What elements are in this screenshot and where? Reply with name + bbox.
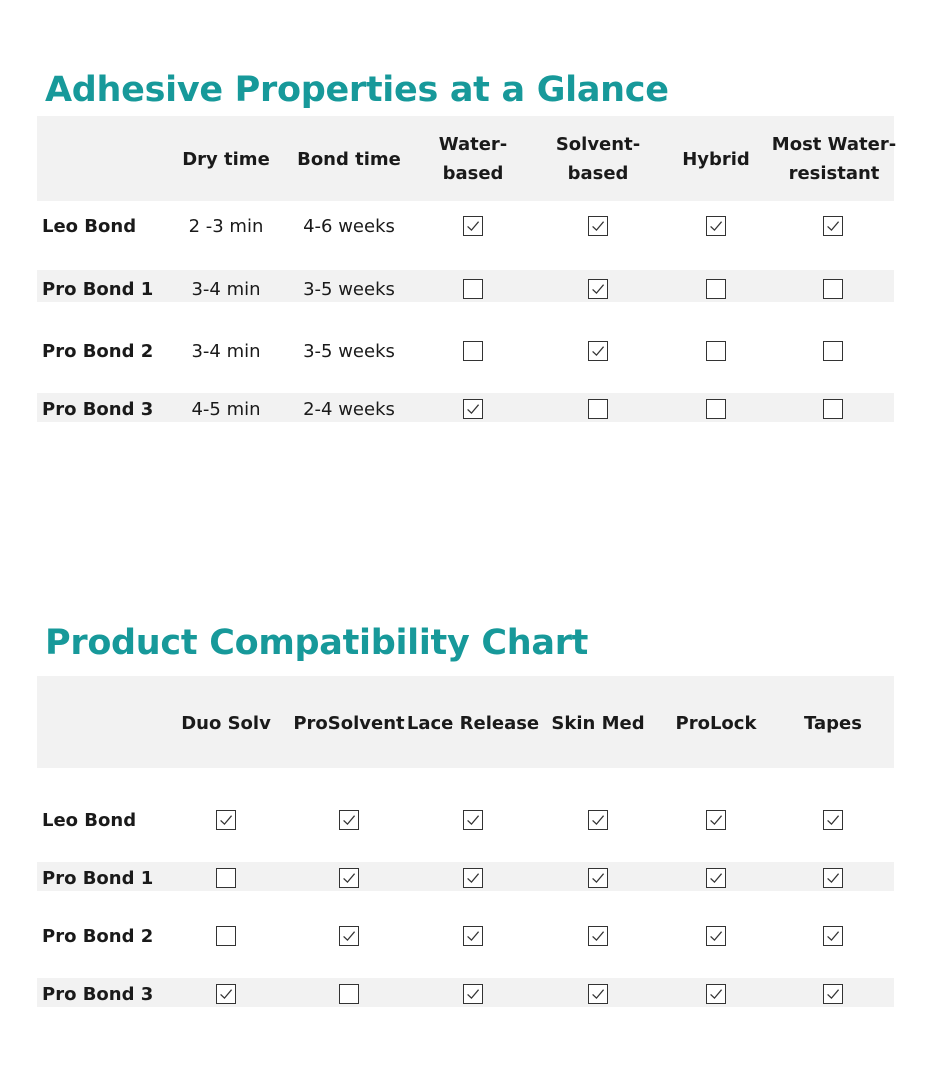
compatibility-title: Product Compatibility Chart [45, 623, 589, 663]
row-label: Pro Bond 1 [42, 867, 154, 889]
property-checkbox[interactable] [588, 216, 608, 236]
property-checkbox[interactable] [706, 341, 726, 361]
dry-time-value: 4-5 min [191, 398, 261, 420]
dry-time-value: 3-4 min [191, 278, 261, 300]
header-water-based: Water- based [438, 134, 508, 184]
header-bond-time: Bond time [297, 148, 401, 170]
checkmark-icon [589, 869, 607, 887]
compatibility-checkbox[interactable] [706, 984, 726, 1004]
compatibility-checkbox[interactable] [823, 868, 843, 888]
compatibility-checkbox[interactable] [823, 984, 843, 1004]
row-label: Pro Bond 2 [42, 925, 154, 947]
compatibility-checkbox[interactable] [823, 810, 843, 830]
checkmark-icon [824, 869, 842, 887]
checkmark-icon [707, 985, 725, 1003]
property-checkbox[interactable] [823, 341, 843, 361]
header-tapes: Tapes [804, 712, 862, 734]
property-checkbox[interactable] [463, 341, 483, 361]
bond-time-value: 3-5 weeks [303, 340, 395, 362]
compatibility-checkbox[interactable] [216, 984, 236, 1004]
dry-time-value: 3-4 min [191, 340, 261, 362]
row-label: Leo Bond [42, 809, 137, 831]
checkmark-icon [707, 217, 725, 235]
bond-time-value: 4-6 weeks [303, 215, 395, 237]
compatibility-checkbox[interactable] [706, 926, 726, 946]
compatibility-checkbox[interactable] [588, 868, 608, 888]
checkmark-icon [824, 985, 842, 1003]
bond-time-value: 2-4 weeks [303, 398, 395, 420]
property-checkbox[interactable] [588, 341, 608, 361]
checkmark-icon [464, 811, 482, 829]
checkmark-icon [589, 280, 607, 298]
header-prolock: ProLock [675, 712, 757, 734]
checkmark-icon [824, 217, 842, 235]
header-duo-solv: Duo Solv [181, 712, 271, 734]
property-checkbox[interactable] [463, 399, 483, 419]
checkmark-icon [589, 985, 607, 1003]
checkmark-icon [464, 217, 482, 235]
bond-time-value: 3-5 weeks [303, 278, 395, 300]
checkmark-icon [340, 869, 358, 887]
compatibility-checkbox[interactable] [706, 810, 726, 830]
compatibility-checkbox[interactable] [339, 868, 359, 888]
compatibility-checkbox[interactable] [339, 810, 359, 830]
property-checkbox[interactable] [463, 279, 483, 299]
compatibility-checkbox[interactable] [216, 810, 236, 830]
checkmark-icon [589, 927, 607, 945]
checkmark-icon [464, 985, 482, 1003]
row-label: Pro Bond 3 [42, 398, 154, 420]
header-dry-time: Dry time [182, 148, 270, 170]
compatibility-checkbox[interactable] [463, 984, 483, 1004]
row-label: Pro Bond 1 [42, 278, 154, 300]
checkmark-icon [464, 927, 482, 945]
property-checkbox[interactable] [588, 399, 608, 419]
header-solvent-based: Solvent- based [555, 134, 641, 184]
checkmark-icon [707, 927, 725, 945]
compatibility-checkbox[interactable] [339, 984, 359, 1004]
checkmark-icon [589, 217, 607, 235]
header-prosolvent: ProSolvent [293, 712, 405, 734]
checkmark-icon [589, 811, 607, 829]
checkmark-icon [707, 811, 725, 829]
compatibility-checkbox[interactable] [216, 926, 236, 946]
header-hybrid: Hybrid [682, 148, 750, 170]
checkmark-icon [464, 869, 482, 887]
property-checkbox[interactable] [823, 216, 843, 236]
row-label: Pro Bond 2 [42, 340, 154, 362]
row-label: Pro Bond 3 [42, 983, 154, 1005]
compatibility-checkbox[interactable] [216, 868, 236, 888]
checkmark-icon [340, 927, 358, 945]
property-checkbox[interactable] [463, 216, 483, 236]
property-checkbox[interactable] [823, 279, 843, 299]
property-checkbox[interactable] [706, 216, 726, 236]
checkmark-icon [340, 811, 358, 829]
checkmark-icon [824, 927, 842, 945]
compatibility-checkbox[interactable] [588, 926, 608, 946]
compatibility-checkbox[interactable] [823, 926, 843, 946]
compatibility-checkbox[interactable] [588, 984, 608, 1004]
header-lace-release: Lace Release [406, 712, 540, 734]
compatibility-checkbox[interactable] [463, 926, 483, 946]
checkmark-icon [824, 811, 842, 829]
checkmark-icon [464, 400, 482, 418]
property-checkbox[interactable] [823, 399, 843, 419]
compatibility-checkbox[interactable] [463, 810, 483, 830]
checkmark-icon [589, 342, 607, 360]
property-checkbox[interactable] [706, 399, 726, 419]
compatibility-checkbox[interactable] [463, 868, 483, 888]
property-checkbox[interactable] [588, 279, 608, 299]
compatibility-checkbox[interactable] [588, 810, 608, 830]
checkmark-icon [217, 985, 235, 1003]
checkmark-icon [707, 869, 725, 887]
checkmark-icon [217, 811, 235, 829]
property-checkbox[interactable] [706, 279, 726, 299]
header-most-water-resistant: Most Water- resistant [771, 134, 897, 184]
properties-title: Adhesive Properties at a Glance [45, 70, 669, 110]
compatibility-checkbox[interactable] [706, 868, 726, 888]
dry-time-value: 2 -3 min [188, 215, 264, 237]
compatibility-checkbox[interactable] [339, 926, 359, 946]
header-skin-med: Skin Med [551, 712, 645, 734]
row-label: Leo Bond [42, 215, 137, 237]
